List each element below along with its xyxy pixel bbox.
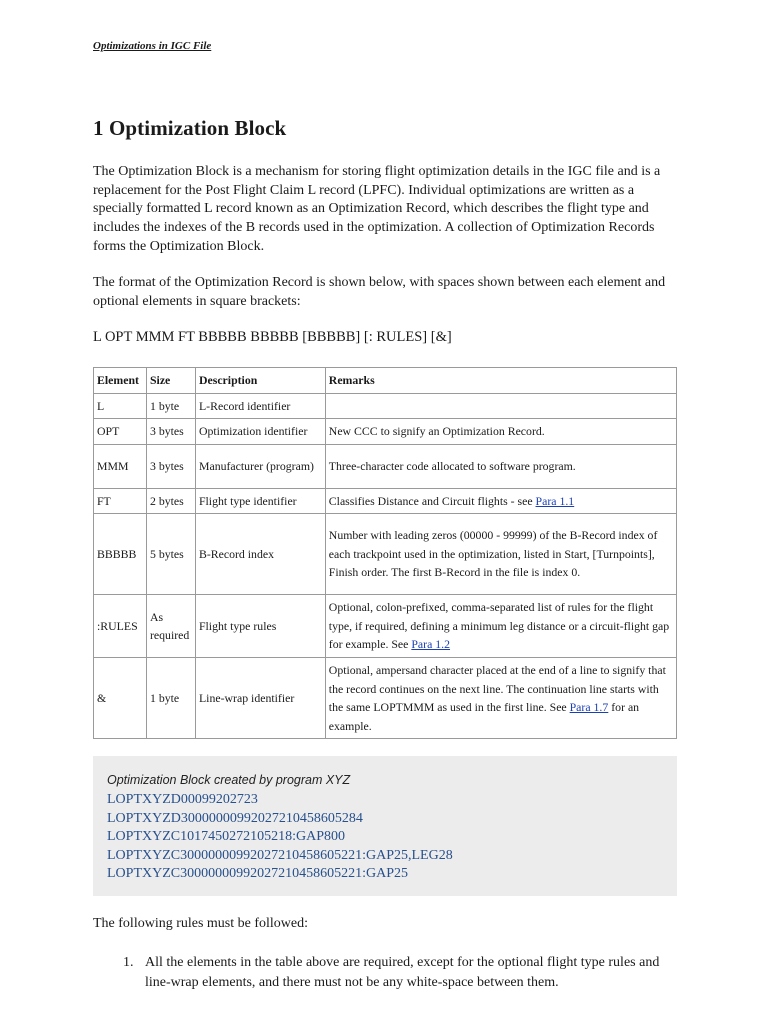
- code-line: LOPTXYZD30000000992027210458605284: [107, 810, 363, 826]
- header-description: Description: [195, 368, 325, 394]
- cell-size: 1 byte: [146, 658, 195, 739]
- header-size: Size: [146, 368, 195, 394]
- cell-element: BBBBB: [94, 514, 147, 595]
- record-format-line: L OPT MMM FT BBBBB BBBBB [BBBBB] [: RULES] [&]: [93, 329, 452, 345]
- remarks-after: for an example.: [328, 700, 640, 733]
- code-line: LOPTXYZC30000000992027210458605221:GAP25,LEG28: [107, 847, 453, 863]
- cell-size: 3 bytes: [146, 445, 195, 489]
- example-block: [93, 756, 677, 896]
- cell-size: 1 byte: [146, 394, 195, 419]
- list-item-text: All the elements in the table above are required, except for the optional flight type rules and line-wrap elements, and there must not be any white-space between them.: [145, 955, 660, 990]
- cell-remarks: [325, 394, 676, 419]
- para-1-7-link[interactable]: Para 1.7: [569, 700, 609, 714]
- example-caption: Optimization Block created by program XYZ: [107, 773, 351, 787]
- code-line: LOPTXYZD00099202723: [107, 792, 258, 807]
- table-row: [94, 489, 677, 514]
- cell-size: 2 bytes: [146, 489, 195, 514]
- list-item: [93, 953, 679, 992]
- table-row: [94, 595, 677, 658]
- cell-description: Line-wrap identifier: [195, 658, 325, 739]
- table-row: [94, 394, 677, 419]
- cell-remarks: [325, 489, 676, 514]
- cell-description: Optimization identifier: [195, 419, 325, 445]
- section-title: 1 Optimization Block: [93, 116, 287, 140]
- cell-element: OPT: [94, 419, 147, 445]
- cell-size: 3 bytes: [146, 419, 195, 445]
- table-row: [94, 514, 677, 595]
- cell-description: L-Record identifier: [195, 394, 325, 419]
- cell-description: B-Record index: [195, 514, 325, 595]
- cell-element: L: [94, 394, 147, 419]
- table-header-row: [94, 368, 677, 394]
- record-elements-table: [93, 367, 677, 739]
- table-row: [94, 419, 677, 445]
- example-code-lines: [107, 791, 453, 884]
- cell-element: :RULES: [94, 595, 147, 658]
- cell-description: Manufacturer (program): [195, 445, 325, 489]
- cell-size: 5 bytes: [146, 514, 195, 595]
- para-1-1-link[interactable]: Para 1.1: [535, 493, 575, 508]
- cell-remarks: Number with leading zeros (00000 - 99999) of the B-Record index of each trackpoint used in the optimization, listed in Start, [Turnpoints], Finish order. The first B-Record in the file is index 0.: [325, 514, 676, 595]
- table-row: [94, 445, 677, 489]
- remarks-text: Optional, ampersand character placed at the end of a line to signify that the record continues on the next line. The continuation line starts with the same LOPTMMM as used in the first line. See: [328, 663, 666, 714]
- table-row: [94, 658, 677, 739]
- cell-element: MMM: [94, 445, 147, 489]
- header-remarks: Remarks: [325, 368, 676, 394]
- cell-description: Flight type identifier: [195, 489, 325, 514]
- cell-remarks: New CCC to signify an Optimization Record.: [325, 419, 676, 445]
- remarks-text: Optional, colon-prefixed, comma-separated list of rules for the flight type, if required, defining a minimum leg distance or a circuit-flight gap for example. See: [328, 600, 670, 652]
- header-element: Element: [94, 368, 147, 394]
- cell-remarks: [325, 595, 676, 658]
- list-number: 1.: [123, 955, 134, 970]
- code-line: LOPTXYZC1017450272105218:GAP800: [107, 829, 346, 845]
- cell-element: &: [94, 658, 147, 739]
- cell-size: As required: [146, 595, 195, 658]
- cell-remarks: Three-character code allocated to software program.: [325, 445, 676, 489]
- cell-remarks: [325, 658, 676, 739]
- code-line: LOPTXYZC30000000992027210458605221:GAP25: [107, 866, 409, 882]
- running-header: Optimizations in IGC File: [93, 40, 212, 52]
- rules-list: [93, 953, 679, 992]
- remarks-text: Classifies Distance and Circuit flights - see: [328, 493, 536, 508]
- rules-intro: The following rules must be followed:: [93, 916, 309, 931]
- cell-element: FT: [94, 489, 147, 514]
- para-1-2-link[interactable]: Para 1.2: [411, 637, 451, 652]
- format-intro-paragraph: The format of the Optimization Record is shown below, with spaces shown between each element and optional elements in square brackets:: [93, 275, 666, 309]
- intro-paragraph: The Optimization Block is a mechanism for storing flight optimization details in the IGC file and is a replacement for the Post Flight Claim L record (LPFC). Individual optimizations are written as a specially formatted L record known as an Optimization Record, which describes the flight type and includes the indexes of the B records used in the optimization. A collection of Optimization Records forms the Optimization Block.: [93, 164, 661, 254]
- cell-description: Flight type rules: [195, 595, 325, 658]
